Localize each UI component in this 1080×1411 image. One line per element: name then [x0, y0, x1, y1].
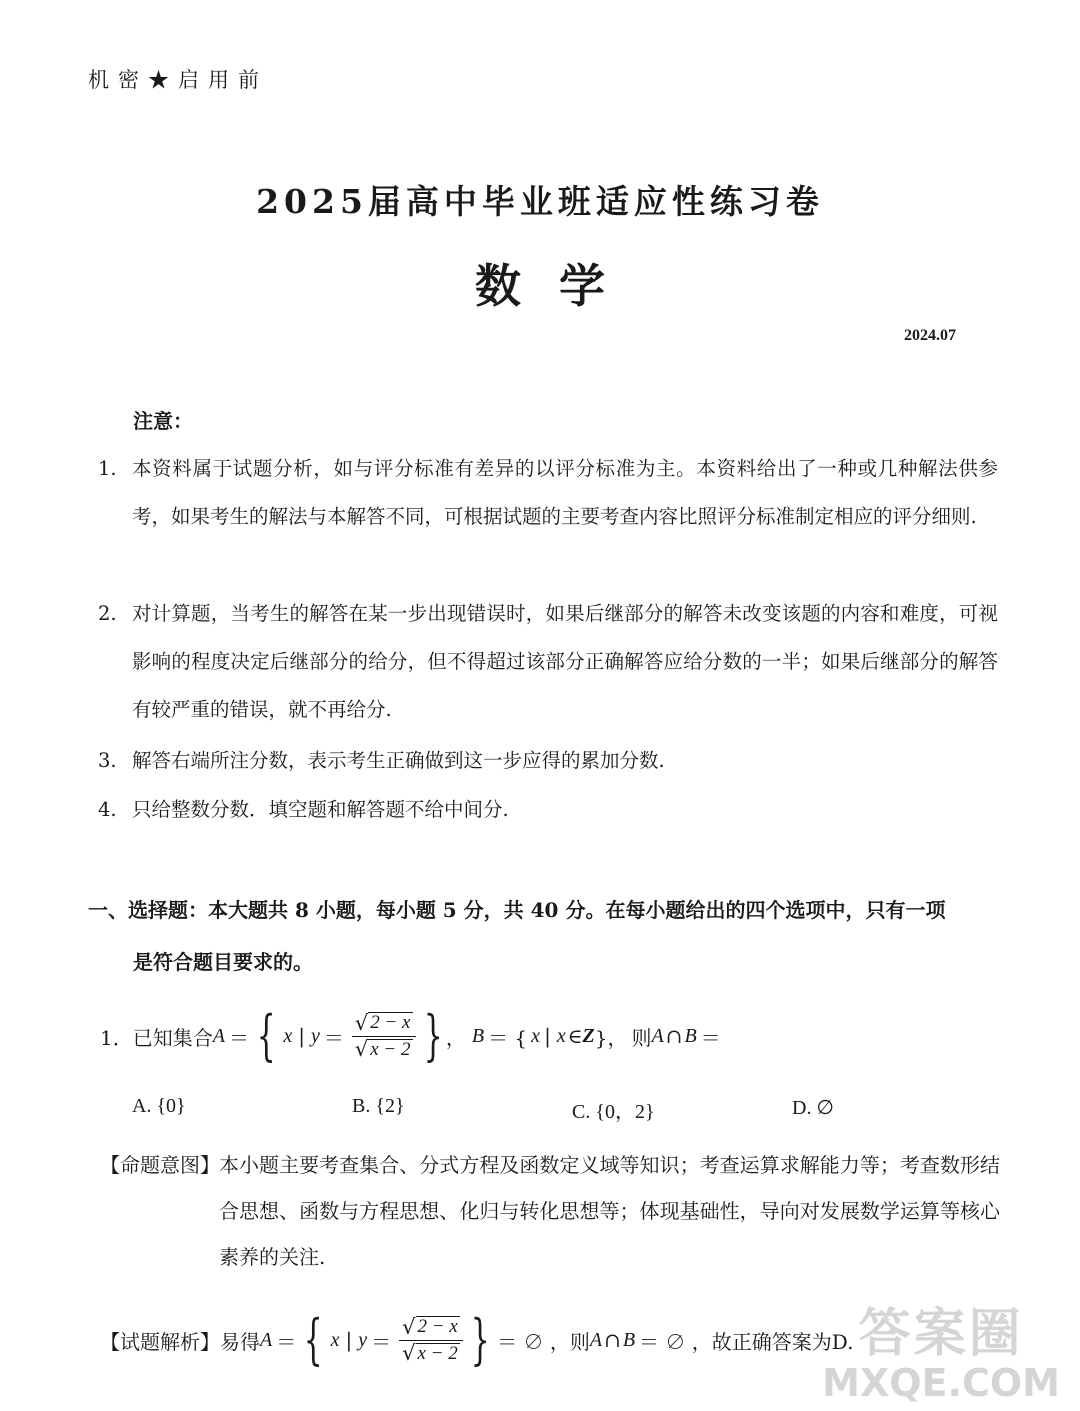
set-bar: | [345, 1328, 353, 1352]
set-b-bar: | [544, 1024, 551, 1048]
watermark-text: 答案圈 [858, 1304, 1024, 1364]
radical-sign: √ [402, 1314, 416, 1339]
a-symbol: A [589, 1328, 603, 1351]
option-d: D. ∅ [792, 1097, 834, 1119]
notice-item-1 [98, 445, 998, 541]
section-heading [88, 884, 998, 988]
section-heading-line-1: 一、选择题：本大题共 8 小题，每小题 5 分，共 40 分。在每小题给出的四个选项中，只有一项 [88, 898, 946, 922]
fraction-numerator [352, 1012, 416, 1037]
notice-item-4 [98, 786, 998, 834]
set-a-symbol: A [260, 1328, 273, 1351]
set-variable: x [330, 1328, 340, 1351]
section-heading-line-2: 是符合题目要求的。 [133, 950, 313, 974]
denominator-expression: x − 2 [370, 1038, 411, 1060]
notice-item-3 [98, 737, 998, 785]
b-symbol: B [622, 1328, 636, 1351]
equals-sign: ＝ [371, 1329, 392, 1354]
equals-sign: ＝ [276, 1329, 297, 1354]
then-word: 则 [631, 1025, 652, 1050]
notice-item-2 [98, 590, 998, 734]
y-variable: y [358, 1328, 368, 1351]
intersection-symbol: ∩ [604, 1328, 621, 1352]
radical-sign: √ [402, 1341, 416, 1366]
left-brace: { [303, 1308, 323, 1371]
option-a: A. {0} [132, 1095, 186, 1117]
confidential-label: 机密★启用前 [88, 68, 268, 92]
right-brace: } [423, 1004, 443, 1067]
set-b-variable-2: x [556, 1024, 566, 1047]
element-of-symbol: ∈ [567, 1024, 583, 1048]
notice-item-text: 对计算题，当考生的解答在某一步出现错误时，如果后继部分的解答未改变该题的内容和难度，可视影响的程度决定后继部分的给分，但不得超过该部分正确解答应给分数的一半；如果后继部分的解答有较严重的错误，就不再给分. [132, 602, 998, 721]
fraction-denominator [402, 1341, 460, 1365]
set-bar: | [298, 1024, 305, 1048]
notice-item-number: 4. [98, 798, 117, 821]
exam-title: 2025届高中毕业班适应性练习卷 [256, 182, 824, 221]
equals-sign: ＝ [700, 1025, 721, 1050]
comma: ， [445, 1025, 466, 1050]
watermark-url: MXQE.COM [822, 1361, 1060, 1406]
right-brace: } [470, 1308, 490, 1371]
denominator-expression: x − 2 [417, 1342, 458, 1364]
numerator-expression: 2 − x [370, 1011, 411, 1033]
analysis-result: ＝ ∅ ，则 [497, 1329, 590, 1354]
analysis-prefix: 易得 [220, 1329, 260, 1354]
notice-item-number: 2. [98, 602, 117, 625]
analysis-tag: 【试题解析】 [100, 1329, 220, 1354]
intent-tag: 【命题意图】 [100, 1153, 220, 1177]
analysis-block [100, 1304, 853, 1376]
equals-sign: ＝ [323, 1025, 344, 1050]
set-variable: x [283, 1024, 293, 1047]
notice-item-number: 1. [98, 457, 117, 480]
fraction [399, 1316, 463, 1365]
notice-item-text: 本资料属于试题分析，如与评分标准有差异的以评分标准为主。本资料给出了一种或几种解法供参考，如果考生的解法与本解答不同，可根据试题的主要考查内容比照评分标准制定相应的评分细则. [132, 457, 998, 528]
fraction [352, 1012, 416, 1061]
notice-item-text: 解答右端所注分数，表示考生正确做到这一步应得的累加分数. [132, 749, 665, 772]
fraction-numerator [399, 1316, 463, 1341]
intersection-symbol: ∩ [665, 1024, 683, 1048]
analysis-conclusion: ＝ ∅ ，故正确答案为D. [639, 1329, 854, 1354]
fraction-denominator [355, 1037, 413, 1061]
integers-symbol: Z [582, 1024, 595, 1047]
set-a-symbol: A [212, 1024, 225, 1047]
a-symbol: A [651, 1024, 664, 1047]
exam-date: 2024.07 [904, 327, 956, 344]
notice-item-text: 只给整数分数．填空题和解答题不给中间分. [132, 798, 509, 821]
option-b: B. {2} [352, 1095, 405, 1117]
set-b-open: ＝ { [488, 1025, 528, 1050]
set-b-variable: x [531, 1024, 541, 1047]
y-variable: y [310, 1024, 320, 1047]
numerator-expression: 2 − x [417, 1315, 458, 1337]
question-number: 1． [100, 1025, 133, 1050]
notice-heading: 注意： [133, 409, 193, 433]
question-1 [100, 1000, 721, 1072]
set-b-close: }， [594, 1025, 628, 1050]
subject-title: 数学 [475, 259, 643, 313]
intent-text: 本小题主要考查集合、分式方程及函数定义域等知识；考查运算求解能力等；考查数形结合思想、函数与方程思想、化归与转化思想等；体现基础性，导向对发展数学运算等核心素养的关注. [219, 1153, 1000, 1269]
option-c: C. {0，2} [572, 1101, 655, 1123]
watermark-logo [822, 1306, 1060, 1405]
b-symbol: B [684, 1024, 697, 1047]
question-stem-prefix: 已知集合 [132, 1025, 213, 1050]
radical-sign: √ [354, 1010, 369, 1035]
intent-block [100, 1142, 1000, 1280]
equals-sign: ＝ [228, 1025, 249, 1050]
left-brace: { [256, 1004, 276, 1067]
notice-item-number: 3. [98, 749, 117, 772]
radical-sign: √ [354, 1037, 369, 1062]
set-b-symbol: B [471, 1024, 485, 1047]
